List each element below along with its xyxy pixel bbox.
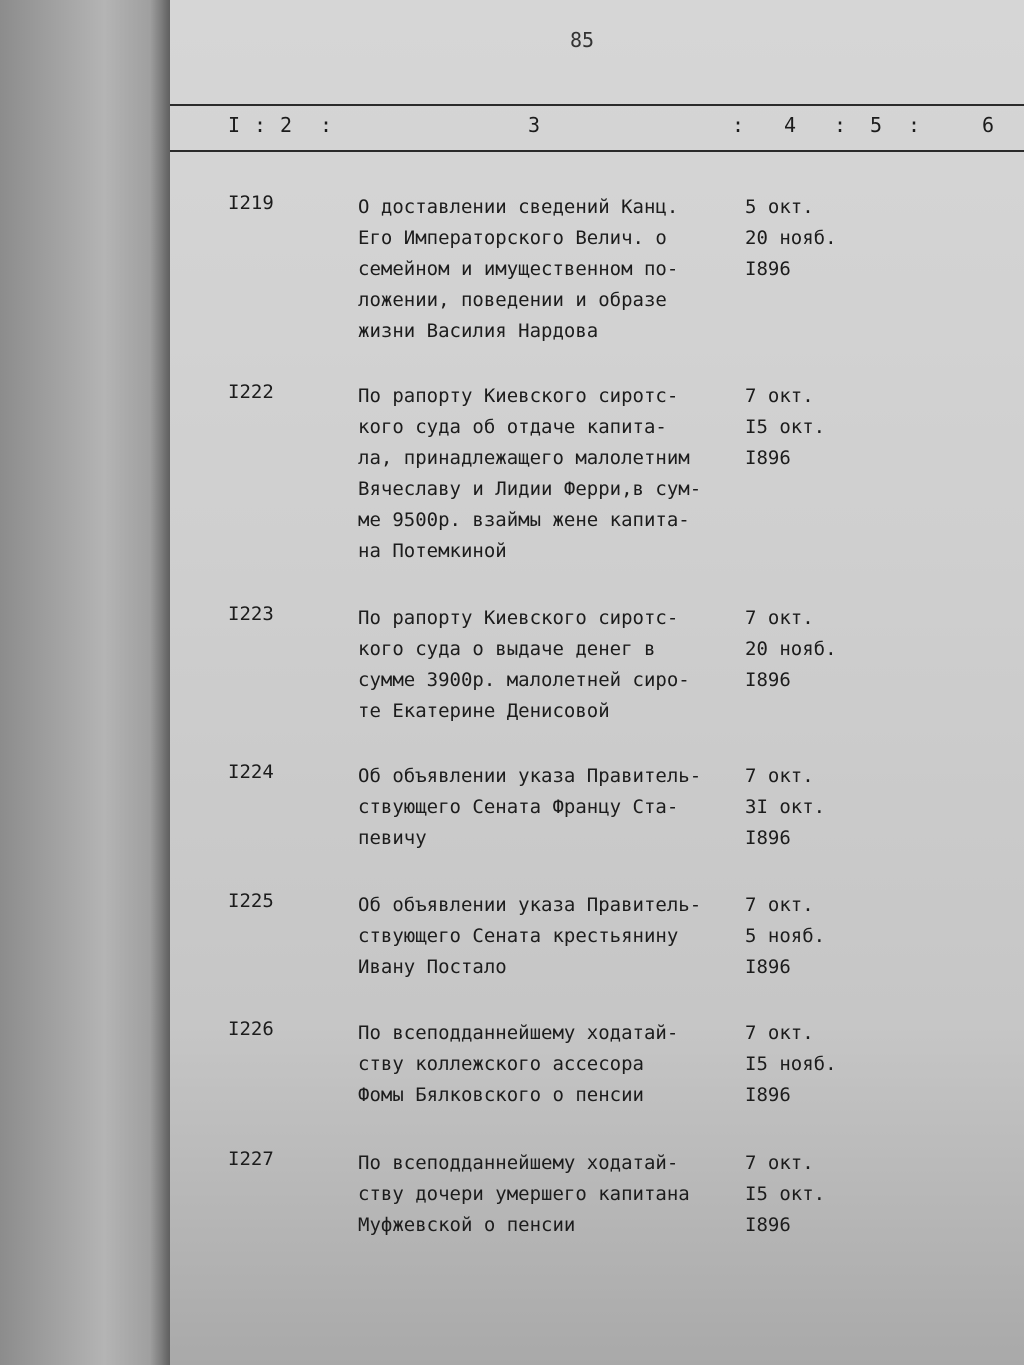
entry-line: Об объявлении указа Правитель- [358,765,702,787]
entry-line: ме 9500р. взаймы жене капита- [358,509,690,531]
entry-year: I896 [745,827,791,849]
entry-line: жизни Василия Нардова [358,320,599,342]
page-number: 85 [570,28,595,52]
entry-line: По рапорту Киевского сиротс- [358,607,679,629]
entry-line: на Потемкиной [358,540,507,562]
entry-description [358,1148,748,1241]
entry-description [358,381,748,567]
entry-number: I222 [228,381,274,403]
start-date: 5 окт. [745,196,814,218]
entry-description [358,890,748,983]
header-sep-4: : [834,113,848,137]
entry-line: ложении, поведении и образе [358,289,667,311]
entry-number: I223 [228,603,274,625]
start-date: 7 окт. [745,607,814,629]
entry-line: ствующего Сената Францу Ста- [358,796,679,818]
start-date: 7 окт. [745,894,814,916]
entry-line: Его Императорского Велич. о [358,227,667,249]
entry-description [358,603,748,727]
entry-year: I896 [745,956,791,978]
entry-line: певичу [358,827,427,849]
end-date: 20 нояб. [745,227,837,249]
start-date: 7 окт. [745,1022,814,1044]
header-sep-2: : [320,113,334,137]
end-date: 5 нояб. [745,925,826,947]
entry-line: сумме 3900р. малолетней сиро- [358,669,690,691]
start-date: 7 окт. [745,385,814,407]
header-col-1: I [228,113,242,137]
header-top-rule [170,104,1024,106]
entry-description [358,192,748,347]
entry-line: По всеподданнейшему ходатай- [358,1152,679,1174]
entry-line: Об объявлении указа Правитель- [358,894,702,916]
entry-year: I896 [745,1084,791,1106]
entry-line: Муфжевской о пенсии [358,1214,576,1236]
entry-line: кого суда об отдаче капита- [358,416,667,438]
entry-line: ству коллежского ассесора [358,1053,644,1075]
entry-line: Фомы Бялковского о пенсии [358,1084,644,1106]
entry-year: I896 [745,258,791,280]
entry-line: О доставлении сведений Канц. [358,196,679,218]
header-sep-3: : [732,113,746,137]
entry-line: семейном и имущественном по- [358,258,679,280]
end-date: 3I окт. [745,796,826,818]
entry-year: I896 [745,447,791,469]
entry-dates [745,890,855,983]
header-col-6: 6 [982,113,996,137]
entry-line: Вячеславу и Лидии Ферри,в сум- [358,478,702,500]
header-col-3: 3 [528,113,542,137]
entry-dates [745,1148,855,1241]
document-page [170,0,1024,1365]
entry-number: I226 [228,1018,274,1040]
end-date: I5 нояб. [745,1053,837,1075]
entry-number: I225 [228,890,274,912]
entry-description [358,761,748,854]
entry-line: По всеподданнейшему ходатай- [358,1022,679,1044]
header-col-5: 5 [870,113,884,137]
end-date: I5 окт. [745,1183,826,1205]
entry-dates [745,603,855,696]
entry-number: I219 [228,192,274,214]
end-date: 20 нояб. [745,638,837,660]
entry-line: ствующего Сената крестьянину [358,925,679,947]
entry-line: ла, принадлежащего малолетним [358,447,690,469]
start-date: 7 окт. [745,765,814,787]
end-date: I5 окт. [745,416,826,438]
entry-year: I896 [745,669,791,691]
entry-number: I227 [228,1148,274,1170]
entry-year: I896 [745,1214,791,1236]
header-bottom-rule [170,150,1024,152]
header-sep-1: : [254,113,268,137]
entry-description [358,1018,748,1111]
header-sep-5: : [908,113,922,137]
header-col-2: 2 [280,113,294,137]
entry-line: ству дочери умершего капитана [358,1183,690,1205]
entry-number: I224 [228,761,274,783]
entry-line: По рапорту Киевского сиротс- [358,385,679,407]
entry-dates [745,381,855,474]
entry-line: Ивану Постало [358,956,507,978]
entry-dates [745,192,855,285]
entry-line: кого суда о выдаче денег в [358,638,656,660]
start-date: 7 окт. [745,1152,814,1174]
entry-line: те Екатерине Денисовой [358,700,610,722]
entry-dates [745,1018,855,1111]
entry-dates [745,761,855,854]
header-col-4: 4 [784,113,798,137]
